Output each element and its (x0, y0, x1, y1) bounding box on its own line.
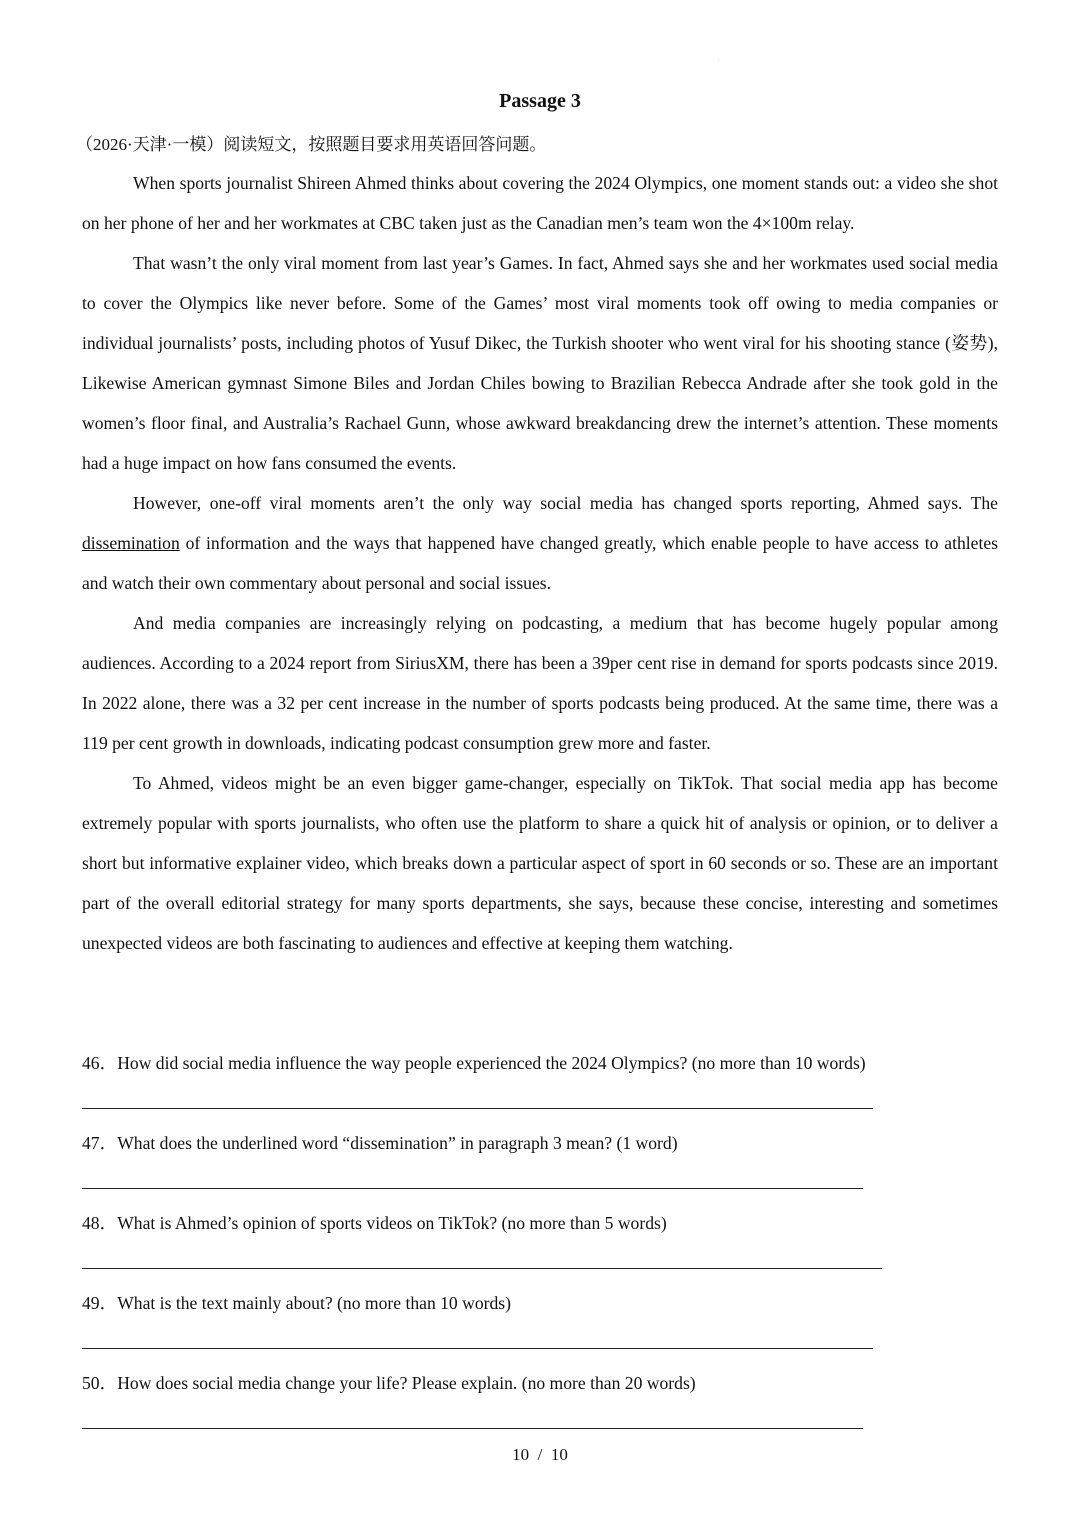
paragraph-2: That wasn’t the only viral moment from last year’s Games. In fact, Ahmed says she and her workmates used social media to cover the Olympics like never before. Some of the Games’ most viral moments took off owing to media companies or individual journalists’ posts, including photos of Yusuf Dikec, the Turkish shooter who went viral for his shooting stance (姿势), Likewise American gymnast Simone Biles and Jordan Chiles bowing to Brazilian Rebecca Andrade after she took gold in the women’s floor final, and Australia’s Rachael Gunn, whose awkward breakdancing drew the internet’s attention. These moments had a huge impact on how fans consumed the events. (82, 253, 998, 473)
answer-line-46 (82, 1108, 873, 1109)
paragraph-1: When sports journalist Shireen Ahmed thinks about covering the 2024 Olympics, one moment stands out: a video she shot on her phone of her and her workmates at CBC taken just as the Canadian men’s team won the 4×100m relay. (82, 173, 998, 233)
question-50: 50．How does social media change your life? Please explain. (no more than 20 words) (82, 1373, 696, 1393)
paragraph-3-text: However, one-off viral moments aren’t the only way social media has changed sports reporting, Ahmed says. The (133, 493, 998, 513)
question-48: 48．What is Ahmed’s opinion of sports videos on TikTok? (no more than 5 words) (82, 1213, 667, 1233)
paragraph-4: And media companies are increasingly relying on podcasting, a medium that has become hugely popular among audiences. According to a 2024 report from SiriusXM, there has been a 39per cent rise in demand for sports podcasts since 2019. In 2022 alone, there was a 32 per cent increase in the number of sports podcasts being produced. At the same time, there was a 119 per cent growth in downloads, indicating podcast consumption grew more and faster. (82, 613, 998, 753)
paragraph-5: To Ahmed, videos might be an even bigger game-changer, especially on TikTok. That social media app has become extremely popular with sports journalists, who often use the platform to share a quick hit of analysis or opinion, or to deliver a short but informative explainer video, which breaks down a particular aspect of sport in 60 seconds or so. These are an important part of the overall editorial strategy for many sports departments, she says, because these concise, interesting and sometimes unexpected videos are both fascinating to audiences and effective at keeping them watching. (82, 773, 998, 953)
answer-line-47 (82, 1188, 863, 1189)
question-49: 49．What is the text mainly about? (no more than 10 words) (82, 1293, 511, 1313)
page-number: 10 / 10 (512, 1445, 568, 1464)
underlined-word: dissemination (82, 533, 180, 553)
paragraph-3-text: of information and the ways that happened have changed greatly, which enable people to have access to athletes and watch their own commentary about personal and social issues. (82, 533, 998, 593)
question-46: 46．How did social media influence the way people experienced the 2024 Olympics? (no more than 10 words) (82, 1053, 866, 1073)
passage-body (82, 163, 998, 963)
answer-line-48 (82, 1268, 882, 1269)
instructions: （2026·天津·一模）阅读短文，按照题目要求用英语回答问题。 (76, 135, 547, 154)
passage-title: Passage 3 (499, 90, 581, 112)
answer-line-50 (82, 1428, 863, 1429)
question-47: 47．What does the underlined word “dissemination” in paragraph 3 mean? (1 word) (82, 1133, 678, 1153)
answer-line-49 (82, 1348, 873, 1349)
paragraph-3 (82, 483, 998, 603)
scan-mark: : (718, 58, 720, 64)
